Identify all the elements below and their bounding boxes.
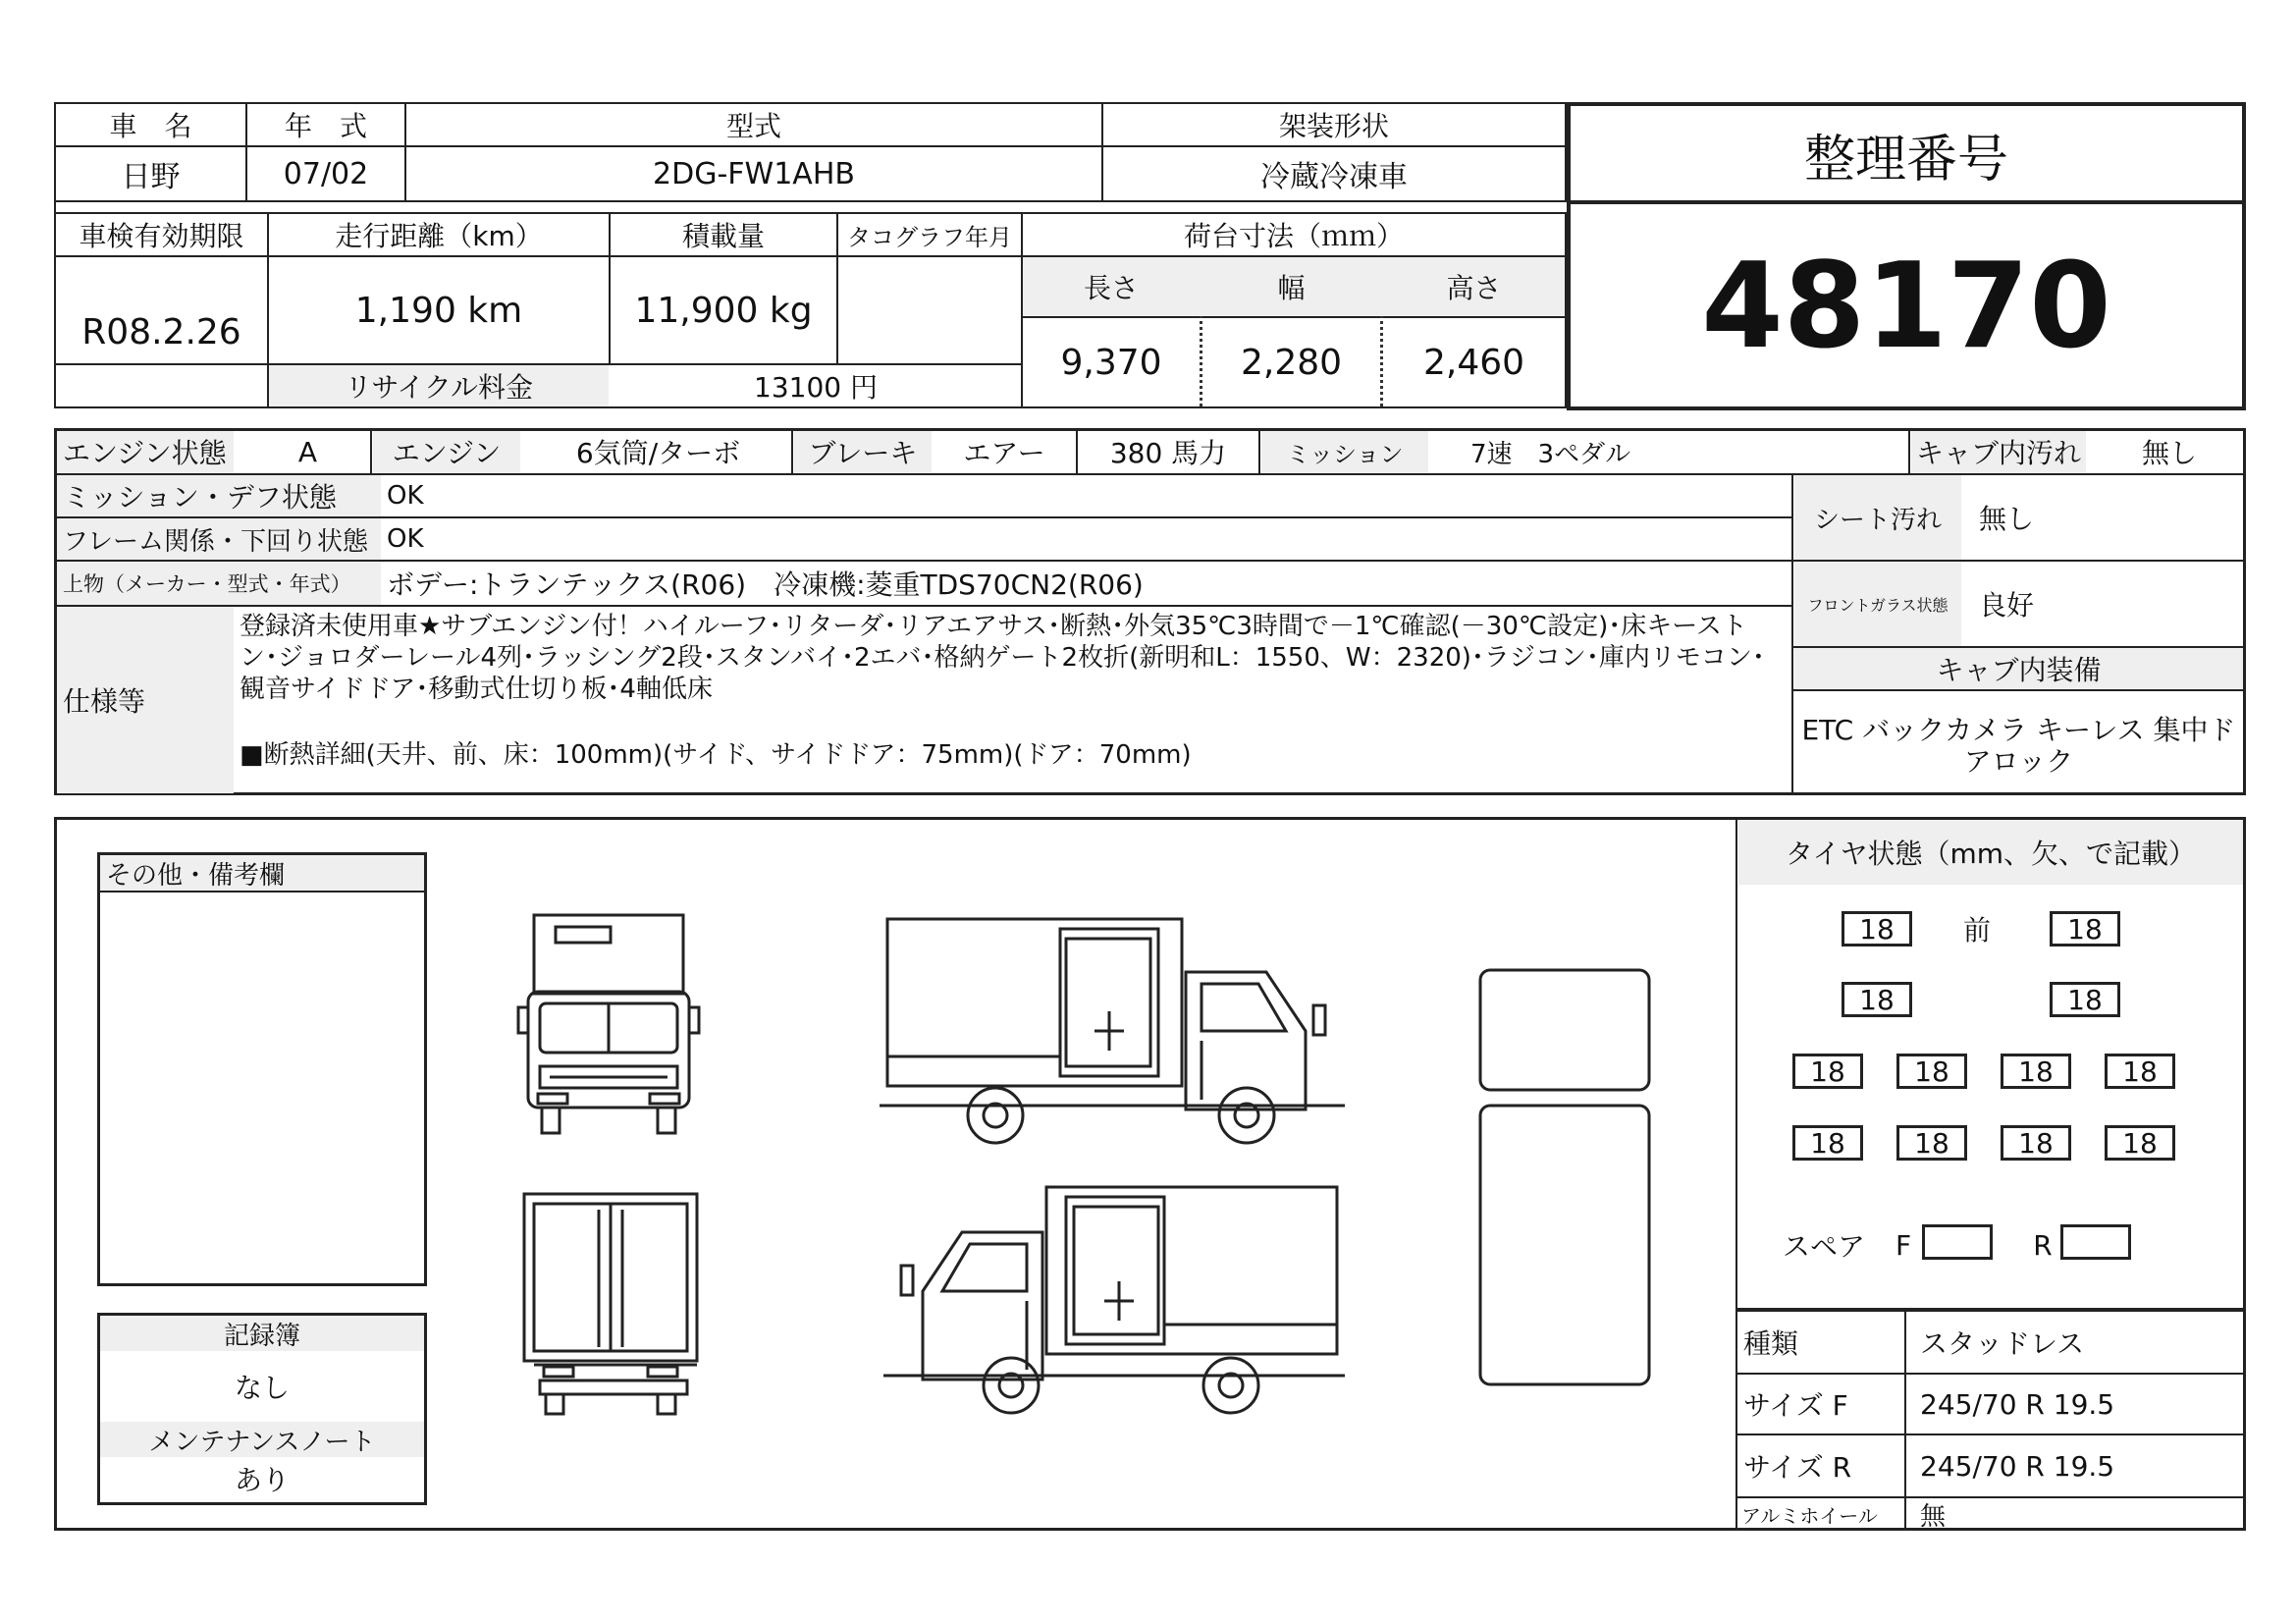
tire-rear2-1[interactable]: 18 bbox=[1792, 1125, 1863, 1161]
length-label: 長さ bbox=[1083, 272, 1139, 304]
seiri-number: 48170 bbox=[1701, 238, 2111, 375]
tacho-label: タコグラフ年月 bbox=[847, 223, 1012, 251]
maint-value: あり bbox=[234, 1464, 290, 1496]
tire-rear1-1[interactable]: 18 bbox=[1792, 1054, 1863, 1089]
mission-diff-label: ミッション・デフ状態 bbox=[63, 481, 337, 514]
spare-f-box[interactable] bbox=[1922, 1224, 1993, 1260]
recycle-value: 13100 円 bbox=[754, 371, 878, 404]
body-label: 上物（メーカー・型式・年式） bbox=[63, 572, 351, 596]
kasou-value: 冷蔵冷凍車 bbox=[1260, 160, 1408, 194]
spare-r-box[interactable] bbox=[2060, 1224, 2131, 1260]
height-value: 2,460 bbox=[1422, 342, 1525, 383]
brake-label: ブレーキ bbox=[808, 437, 918, 469]
maint-label: メンテナンスノート bbox=[148, 1427, 376, 1457]
record-value: なし bbox=[234, 1372, 290, 1404]
truck-top-view bbox=[1472, 962, 1659, 1394]
engine-state-value: A bbox=[297, 435, 318, 468]
tire-rear1-2[interactable]: 18 bbox=[1896, 1054, 1967, 1089]
tire-front-left[interactable]: 18 bbox=[1842, 911, 1912, 947]
katashiki-label: 型式 bbox=[725, 110, 781, 142]
nenshiki-label: 年 式 bbox=[284, 110, 367, 142]
tire-rear1-4[interactable]: 18 bbox=[2105, 1054, 2175, 1089]
cab-dirt-value: 無し bbox=[2141, 437, 2197, 469]
height-label: 高さ bbox=[1446, 272, 1502, 304]
engine-value: 6気筒/ターボ bbox=[575, 437, 741, 469]
katashiki-value: 2DG-FW1AHB bbox=[653, 156, 855, 191]
size-r-label: サイズ R bbox=[1743, 1451, 1852, 1484]
spare-label: スペア bbox=[1782, 1230, 1865, 1263]
tire-type-label: 種類 bbox=[1743, 1327, 1799, 1360]
mileage-value: 1,190 km bbox=[354, 290, 523, 331]
tire-front-right[interactable]: 18 bbox=[2050, 911, 2120, 947]
spare-f-label: F bbox=[1895, 1228, 1912, 1262]
tire-title: タイヤ状態（mm、欠、で記載） bbox=[1786, 838, 2196, 870]
spare-r-label: R bbox=[2033, 1228, 2053, 1262]
glass-label: フロントガラス状態 bbox=[1807, 595, 1949, 615]
cab-equip-label: キャブ内装備 bbox=[1936, 654, 2102, 686]
mission-value: 7速 3ペダル bbox=[1470, 439, 1631, 469]
body-value: ボデー:トランテックス(R06) 冷凍機:菱重TDS70CN2(R06) bbox=[387, 568, 1144, 601]
mission-label: ミッション bbox=[1286, 440, 1404, 468]
size-f-label: サイズ F bbox=[1743, 1389, 1848, 1422]
truck-side-view-left bbox=[874, 913, 1355, 1149]
tire-type-value: スタッドレス bbox=[1920, 1327, 2085, 1360]
load-value: 11,900 kg bbox=[634, 290, 813, 331]
engine-label: エンジン bbox=[392, 437, 502, 469]
spec-label: 仕様等 bbox=[63, 685, 146, 718]
tire-rear2-3[interactable]: 18 bbox=[2001, 1125, 2071, 1161]
glass-value: 良好 bbox=[1979, 589, 2035, 622]
nenshiki-value: 07/02 bbox=[283, 156, 369, 191]
seat-label: シート汚れ bbox=[1813, 505, 1942, 535]
width-value: 2,280 bbox=[1240, 342, 1343, 383]
kasou-label: 架装形状 bbox=[1278, 110, 1389, 142]
record-label: 記録簿 bbox=[223, 1321, 300, 1351]
width-label: 幅 bbox=[1277, 272, 1306, 304]
seat-value: 無し bbox=[1979, 503, 2035, 535]
tire-rear2-4[interactable]: 18 bbox=[2105, 1125, 2175, 1161]
mileage-label: 走行距離（km） bbox=[335, 220, 543, 252]
shaken-label: 車検有効期限 bbox=[79, 220, 244, 252]
truck-rear-view bbox=[520, 1190, 707, 1416]
tire-second-right[interactable]: 18 bbox=[2050, 982, 2120, 1017]
bed-size-label: 荷台寸法（ｍｍ） bbox=[1183, 220, 1404, 252]
tire-rear1-3[interactable]: 18 bbox=[2001, 1054, 2071, 1089]
seiri-label: 整理番号 bbox=[1803, 130, 2008, 189]
other-label: その他・備考欄 bbox=[106, 860, 286, 891]
tire-second-left[interactable]: 18 bbox=[1842, 982, 1912, 1017]
engine-state-label: エンジン状態 bbox=[63, 437, 227, 469]
size-f-value: 245/70 R 19.5 bbox=[1920, 1387, 2115, 1421]
mission-diff-value: OK bbox=[387, 481, 424, 511]
shamei-label: 車 名 bbox=[109, 110, 192, 142]
frame-label: フレーム関係・下回り状態 bbox=[63, 526, 368, 557]
alumi-value: 無 bbox=[1920, 1501, 1947, 1530]
cab-equip-value: ETC バックカメラ キーレス 集中ドアロック bbox=[1801, 714, 2236, 778]
load-label: 積載量 bbox=[681, 220, 765, 252]
length-value: 9,370 bbox=[1060, 342, 1162, 383]
shaken-value: R08.2.26 bbox=[81, 311, 241, 352]
shamei-value: 日野 bbox=[121, 160, 181, 194]
spec-text: 登録済未使用車★サブエンジン付！ハイルーフ･リターダ･リアエアサス･断熱･外気35℃3時間で－1℃確認(－30℃設定)･床キーストン･ジョロダーレール4列･ラッシング2段･スタンバイ･2エバ･格納ゲート2枚折(新明和L：1550、W：2320)･ラジコン･庫内リモコン･観音サイドドア･移動式仕切り板･4軸低床 bbox=[240, 612, 1765, 704]
frame-value: OK bbox=[387, 524, 424, 554]
power-value: 380 馬力 bbox=[1109, 437, 1227, 469]
truck-side-view-right bbox=[874, 1183, 1355, 1419]
recycle-label: リサイクル料金 bbox=[344, 371, 534, 404]
front-label: 前 bbox=[1962, 914, 1991, 947]
tacho-value bbox=[838, 257, 1021, 363]
size-r-value: 245/70 R 19.5 bbox=[1920, 1449, 2115, 1483]
alumi-label: アルミホイール bbox=[1741, 1503, 1878, 1528]
cab-dirt-label: キャブ内汚れ bbox=[1915, 437, 2081, 469]
truck-front-view bbox=[510, 913, 707, 1139]
brake-value: エアー bbox=[963, 437, 1045, 469]
tire-rear2-2[interactable]: 18 bbox=[1896, 1125, 1967, 1161]
spec-text-2: ■断熱詳細(天井、前、床：100mm)(サイド、サイドドア：75mm)(ドア：70mm) bbox=[240, 739, 1192, 770]
